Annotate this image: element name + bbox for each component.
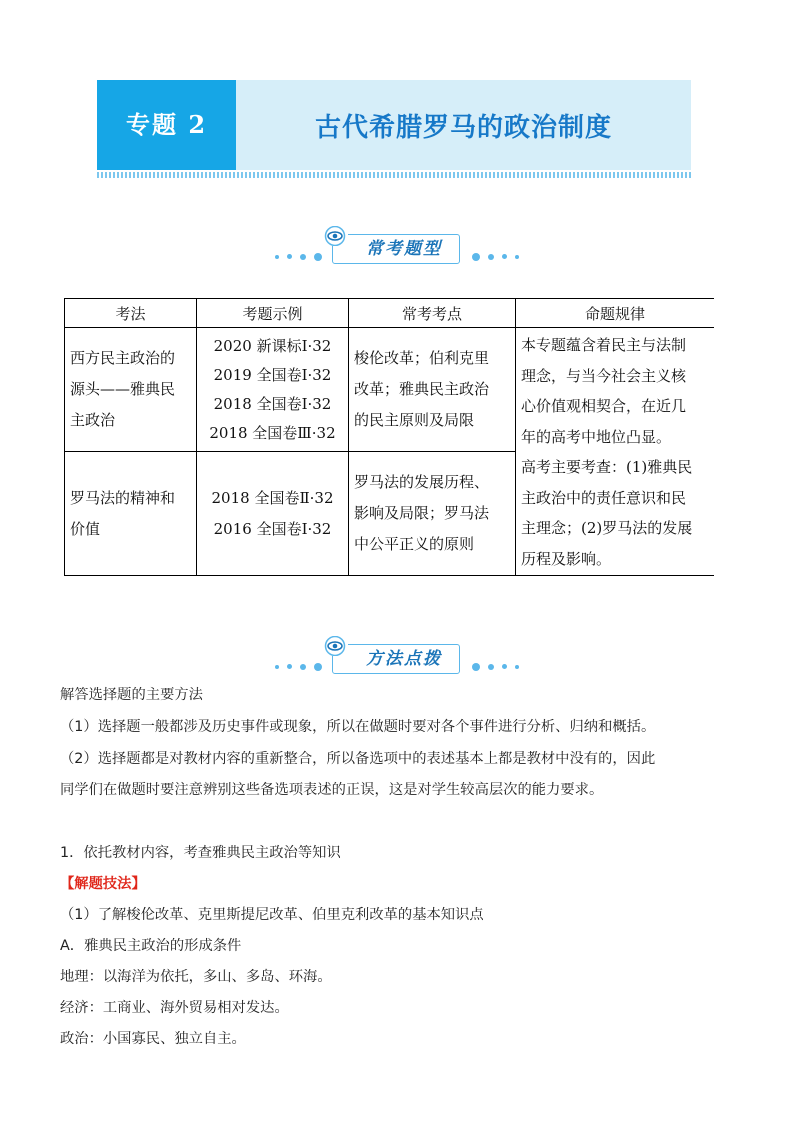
cell-method <box>65 328 197 452</box>
cell-line: 2016 全国卷Ⅰ·32 <box>213 519 332 538</box>
sub-item-1: （1）了解梭伦改革、克里斯提尼改革、伯里克利改革的基本知识点 <box>60 907 484 923</box>
cell-line: 中公平正义的原则 <box>354 535 475 553</box>
right-dots-decoration <box>472 656 552 664</box>
topic-title: 古代希腊罗马的政治制度 <box>314 113 612 143</box>
cell-line: 本专题蕴含着民主与法制 <box>521 336 687 354</box>
eye-icon <box>322 636 348 656</box>
left-dots-decoration <box>250 656 330 664</box>
cell-method <box>65 452 197 576</box>
topic-banner <box>97 80 691 170</box>
banner-stripe-divider <box>97 172 691 178</box>
section-header-common-types <box>250 226 550 268</box>
header-rule: 命题规律 <box>516 299 715 328</box>
table-row <box>65 328 715 452</box>
header-method: 考法 <box>65 299 197 328</box>
cell-rule <box>516 328 715 576</box>
section-header-method-tips <box>250 636 550 678</box>
cell-line: 西方民主政治的 <box>70 349 176 367</box>
skill-tag: 【解题技法】 <box>60 876 146 892</box>
cell-examples <box>197 328 349 452</box>
condition-economy: 经济：工商业、海外贸易相对发达。 <box>60 1000 289 1016</box>
cell-line: 历程及影响。 <box>521 549 612 568</box>
cell-line: 改革；雅典民主政治 <box>354 380 490 398</box>
cell-line: 主政治 <box>70 411 116 429</box>
topic-title-box <box>236 80 691 170</box>
section-title-box <box>332 234 460 264</box>
cell-line: 影响及局限；罗马法 <box>354 504 490 522</box>
cell-line: 2019 全国卷Ⅰ·32 <box>213 365 332 384</box>
header-examples: 考题示例 <box>197 299 349 328</box>
header-points: 常考考点 <box>349 299 516 328</box>
section-title: 方法点拨 <box>366 649 442 669</box>
topic-tag <box>97 80 236 170</box>
right-dots-decoration <box>472 246 552 254</box>
topic-tag-label: 专题 2 <box>125 110 208 139</box>
condition-geography: 地理：以海洋为依托，多山、多岛、环海。 <box>60 969 332 985</box>
cell-line: 梭伦改革；伯利克里 <box>354 349 490 367</box>
cell-line: 价值 <box>70 519 101 538</box>
exam-overview-table <box>64 298 714 576</box>
cell-line: 心价值观相契合，在近几 <box>521 397 687 415</box>
cell-line: 2018 全国卷Ⅲ·32 <box>209 423 336 442</box>
topic-item-1: 1．依托教材内容，考查雅典民主政治等知识 <box>60 845 341 861</box>
cell-line: 年的高考中地位凸显。 <box>521 427 672 446</box>
section-title: 常考题型 <box>366 239 442 259</box>
method-paragraph-2b: 同学们在做题时要注意辨别这些备选项表述的正误，这是对学生较高层次的能力要求。 <box>60 782 604 798</box>
left-dots-decoration <box>250 246 330 254</box>
table-header-row <box>65 299 715 328</box>
method-paragraph-2a: （2）选择题都是对教材内容的重新整合，所以备选项中的表述基本上都是教材中没有的，因此 <box>60 751 656 767</box>
cell-line: 高考主要考查：(1)雅典民 <box>521 458 693 476</box>
sub-item-a: A．雅典民主政治的形成条件 <box>60 938 242 954</box>
cell-points <box>349 328 516 452</box>
condition-politics: 政治：小国寡民、独立自主。 <box>60 1031 246 1047</box>
cell-line: 2018 全国卷Ⅰ·32 <box>213 394 332 413</box>
cell-points <box>349 452 516 576</box>
cell-line: 主理念；(2)罗马法的发展 <box>521 519 693 537</box>
method-paragraph-1: （1）选择题一般都涉及历史事件或现象，所以在做题时要对各个事件进行分析、归纳和概括。 <box>60 719 656 735</box>
cell-line: 理念，与当今社会主义核 <box>521 366 687 385</box>
cell-line: 的民主原则及局限 <box>354 411 475 429</box>
cell-examples <box>197 452 349 576</box>
cell-line: 罗马法的发展历程、 <box>354 473 490 491</box>
cell-line: 主政治中的责任意识和民 <box>521 488 687 507</box>
cell-line: 罗马法的精神和 <box>70 488 176 507</box>
method-heading: 解答选择题的主要方法 <box>60 687 203 703</box>
section-title-box <box>332 644 460 674</box>
cell-line: 2018 全国卷Ⅱ·32 <box>211 488 334 507</box>
cell-line: 源头——雅典民 <box>70 380 176 398</box>
cell-line: 2020 新课标Ⅰ·32 <box>213 336 332 355</box>
eye-icon <box>322 226 348 246</box>
